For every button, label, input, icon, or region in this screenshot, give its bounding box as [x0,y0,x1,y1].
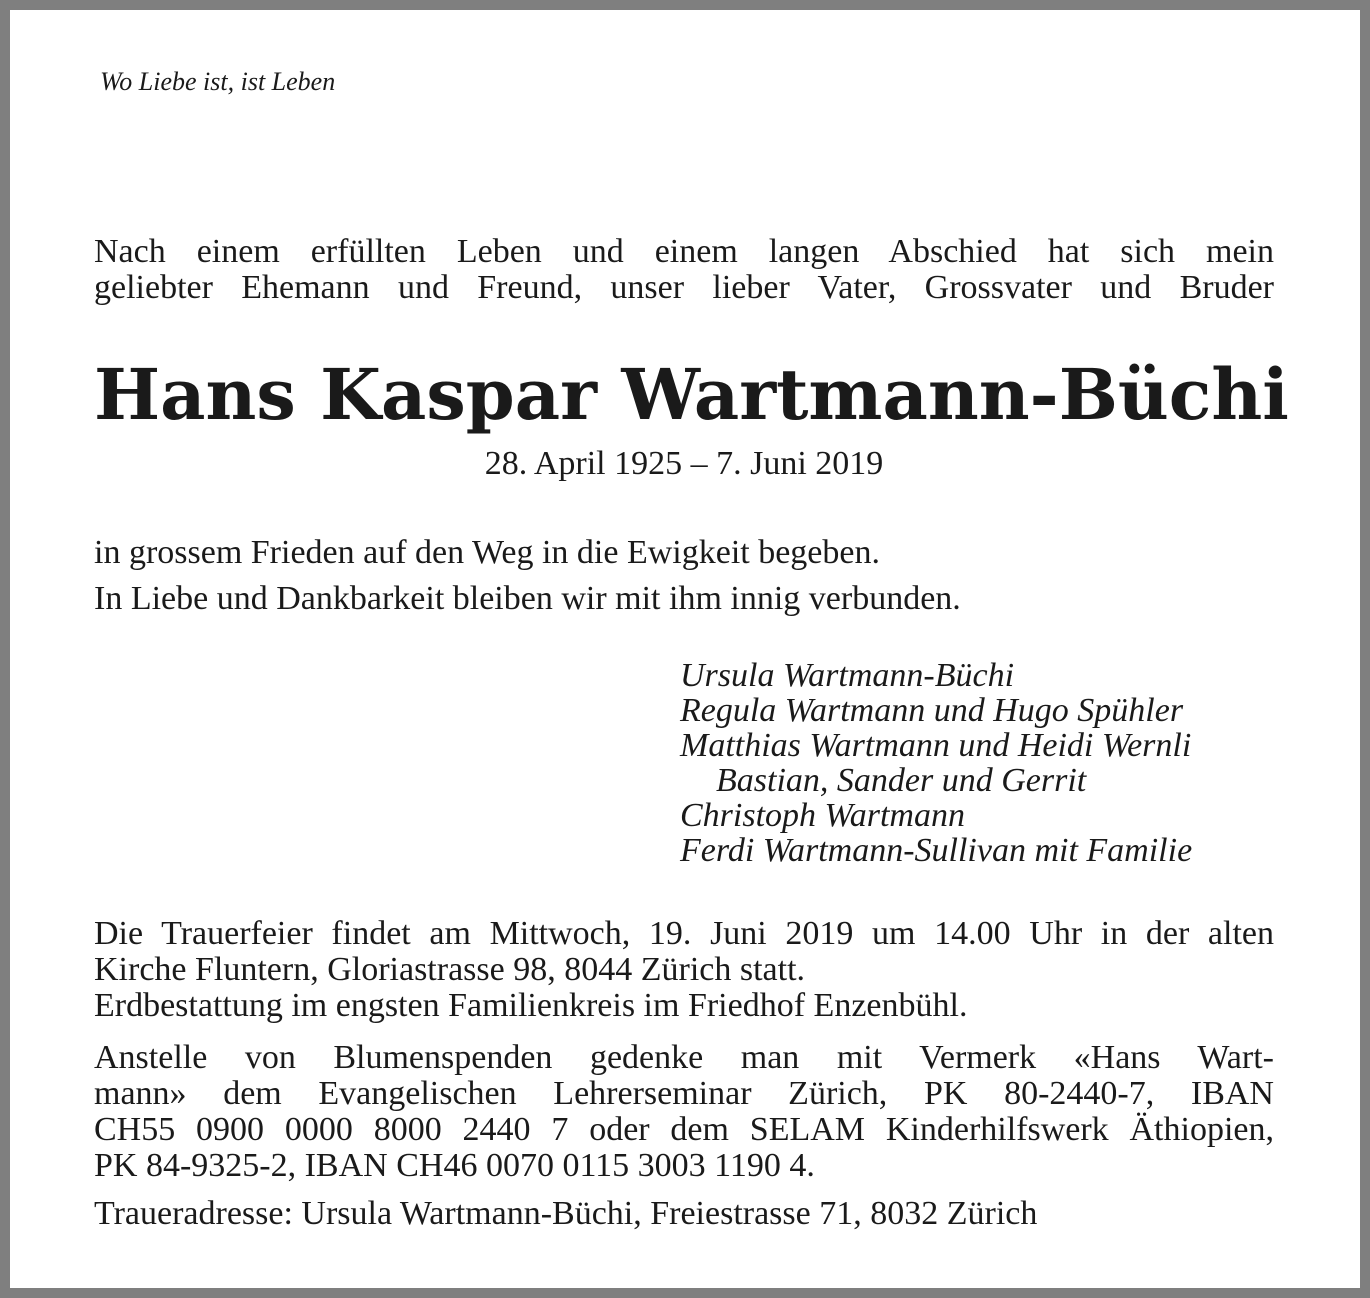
family-member: Matthias Wartmann und Heidi Wernli [680,727,1192,764]
donation-line: PK 84-9325-2, IBAN CH46 0070 0115 3003 1190 4. [94,1147,815,1184]
intro-line: geliebter Ehemann und Freund, unser lieber Vater, Grossvater und Bruder [94,269,1274,306]
donation-line: Anstelle von Blumenspenden gedenke man mit Vermerk «Hans Wart- [94,1039,1274,1076]
service-line: Erdbestattung im engsten Familienkreis im Friedhof Enzenbühl. [94,987,968,1024]
farewell-paragraph [94,530,1274,622]
family-member: Ferdi Wartmann-Sullivan mit Familie [680,832,1193,869]
service-paragraph [94,916,1274,1024]
farewell-line: In Liebe und Dankbarkeit bleiben wir mit ihm innig verbunden. [94,580,961,617]
deceased-name: Hans Kaspar Wartmann-Büchi [94,353,1289,436]
family-member: Ursula Wartmann-Büchi [680,657,1015,694]
family-member: Regula Wartmann und Hugo Spühler [680,692,1184,729]
farewell-line: in grossem Frieden auf den Weg in die Ewigkeit begeben. [94,534,880,571]
intro-line: Nach einem erfüllten Leben und einem langen Abschied hat sich mein [94,233,1274,270]
family-member: Christoph Wartmann [680,797,965,834]
motto: Wo Liebe ist, ist Leben [100,67,336,96]
donation-paragraph [94,1040,1274,1184]
donation-line: mann» dem Evangelischen Lehrerseminar Zürich, PK 80-2440-7, IBAN [94,1075,1274,1112]
mourning-address: Traueradresse: Ursula Wartmann-Büchi, Freiestrasse 71, 8032 Zürich [94,1195,1038,1232]
family-signatures [680,658,1192,868]
service-line: Kirche Fluntern, Gloriastrasse 98, 8044 Zürich statt. [94,951,806,988]
donation-line: CH55 0900 0000 8000 2440 7 oder dem SELAM Kinderhilfswerk Äthiopien, [94,1111,1274,1148]
life-dates: 28. April 1925 – 7. Juni 2019 [484,445,884,482]
intro-paragraph [94,234,1274,306]
family-member-grandchildren: Bastian, Sander und Gerrit [716,762,1087,799]
service-line: Die Trauerfeier findet am Mittwoch, 19. Juni 2019 um 14.00 Uhr in der alten [94,915,1274,952]
